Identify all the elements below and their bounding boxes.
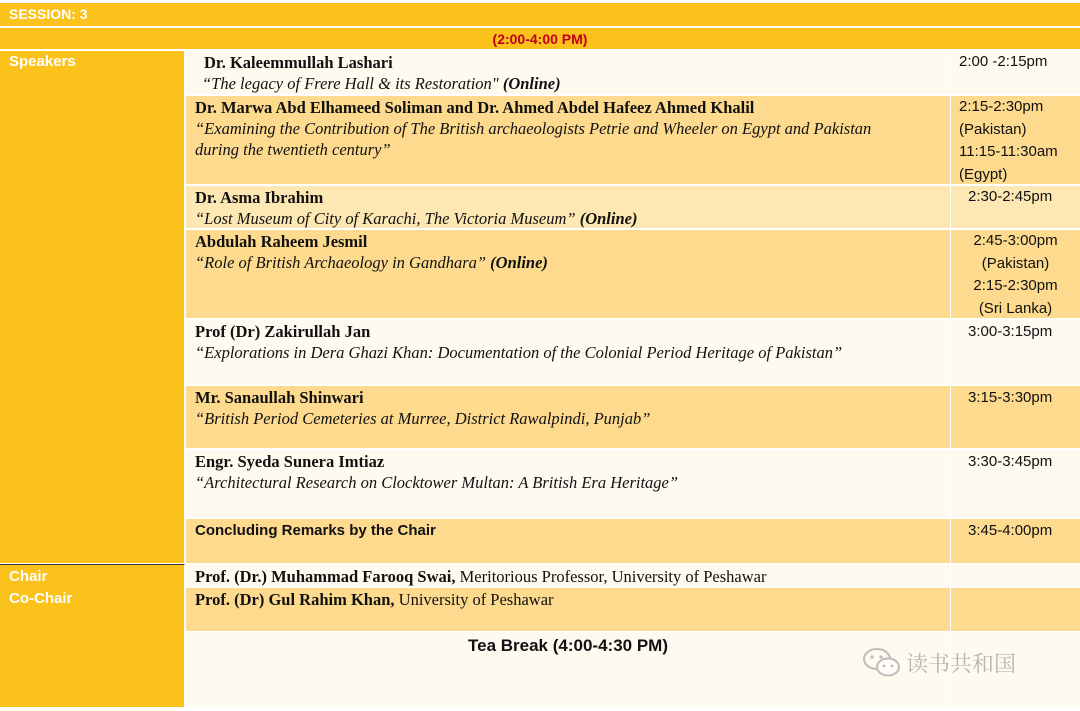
time-cell-7 (951, 450, 1080, 518)
time-cell-1 (951, 51, 1080, 95)
talk-3-time: 2:30-2:45pm (968, 188, 1053, 205)
concluding-row (186, 519, 950, 563)
talk-2-time-line-1: 2:15-2:30pm (959, 98, 1044, 115)
session-header (0, 3, 1080, 27)
tea-break-row (186, 632, 950, 707)
cochair-line (195, 589, 554, 610)
talk-row-7 (186, 450, 950, 518)
talk-2-time-line-4: (Egypt) (959, 165, 1008, 183)
talk-2-time-line-3: 11:15-11:30am (959, 143, 1058, 160)
time-cell-5 (951, 320, 1080, 385)
talk-2-time-line-2: (Pakistan) (959, 120, 1027, 138)
talk-4-speaker: Abdulah Raheem Jesmil (195, 232, 368, 251)
talk-row-3 (186, 186, 950, 229)
talk-1-time: 2:00 -2:15pm (959, 53, 1048, 70)
talk-5-time: 3:00-3:15pm (968, 323, 1053, 340)
talk-7-speaker: Engr. Syeda Sunera Imtiaz (195, 452, 385, 471)
talk-7-time: 3:30-3:45pm (968, 453, 1053, 470)
watermark-text: 读书共和国 (906, 651, 1017, 677)
chair-affiliation: Meritorious Professor, University of Peshawar (459, 567, 767, 586)
talk-2-title: “Examining the Contribution of The British archaeologists Petrie and Wheeler on Egypt and Pakistan during the twentieth century” (195, 119, 872, 159)
talk-1-speaker: Dr. Kaleemmullah Lashari (204, 53, 393, 72)
talk-3-title-line (195, 208, 935, 229)
talk-4-time-line-4: (Sri Lanka) (978, 299, 1053, 317)
talk-row-4 (186, 230, 950, 319)
cochair-time-cell (951, 588, 1080, 631)
talk-6-time: 3:15-3:30pm (968, 389, 1053, 406)
chair-label-cell (0, 564, 185, 587)
session-title: SESSION: 3 (9, 6, 88, 22)
speakers-label-cell (0, 51, 185, 563)
talk-4-title: “Role of British Archaeology in Gandhara” (195, 253, 487, 272)
talk-3-title: “Lost Museum of City of Karachi, The Victoria Museum” (195, 209, 576, 228)
time-cell-concluding (951, 519, 1080, 563)
talk-4-time-line-2: (Pakistan) (981, 254, 1050, 272)
chair-name: Prof. (Dr.) Muhammad Farooq Swai, (195, 567, 456, 586)
talk-5-speaker: Prof (Dr) Zakirullah Jan (195, 322, 371, 341)
talk-4-title-line (195, 252, 935, 273)
chair-label: Chair (9, 568, 48, 585)
talk-1-tag: (Online) (502, 74, 561, 93)
talk-7-title: “Architectural Research on Clocktower Multan: A British Era Heritage” (195, 473, 679, 492)
time-cell-6 (951, 386, 1080, 449)
talk-row-6 (186, 386, 950, 449)
talk-4-time-line-3: 2:15-2:30pm (973, 277, 1058, 294)
concluding-text: Concluding Remarks by the Chair (195, 522, 436, 539)
talk-1-title: “The legacy of Frere Hall & its Restoration" (202, 74, 499, 93)
session-time-range: (2:00-4:00 PM) (492, 31, 588, 47)
talk-5-title: “Explorations in Dera Ghazi Khan: Documentation of the Colonial Period Heritage of Pakistan” (195, 343, 843, 362)
cochair-name: Prof. (Dr) Gul Rahim Khan, (195, 590, 395, 609)
cochair-label: Co-Chair (9, 590, 73, 607)
talk-row-2 (186, 96, 950, 185)
talk-row-1 (186, 51, 950, 95)
talk-2-speaker: Dr. Marwa Abd Elhameed Soliman and Dr. Ahmed Abdel Hafeez Ahmed Khalil (195, 98, 755, 117)
chair-line (195, 566, 766, 587)
cochair-row (186, 588, 950, 631)
talk-6-title: “British Period Cemeteries at Murree, District Rawalpindi, Punjab” (195, 409, 651, 428)
speakers-label: Speakers (9, 53, 76, 70)
wechat-icon (862, 646, 902, 680)
talk-4-time-line-1: 2:45-3:00pm (973, 232, 1058, 249)
time-range-row (0, 28, 1080, 50)
talk-1-title-line (202, 73, 942, 94)
talk-4-tag: (Online) (490, 253, 548, 272)
concluding-time: 3:45-4:00pm (968, 522, 1053, 539)
watermark (862, 646, 1016, 680)
talk-3-speaker: Dr. Asma Ibrahim (195, 188, 324, 207)
chair-time-cell (951, 564, 1080, 587)
cochair-affiliation: University of Peshawar (398, 590, 554, 609)
time-cell-4 (951, 230, 1080, 319)
time-cell-2 (951, 96, 1080, 185)
chair-row (186, 564, 950, 587)
talk-6-speaker: Mr. Sanaullah Shinwari (195, 388, 364, 407)
talk-row-5 (186, 320, 950, 385)
cochair-label-cell (0, 587, 185, 707)
time-cell-3 (951, 186, 1080, 229)
tea-break: Tea Break (4:00-4:30 PM) (468, 636, 668, 655)
talk-3-tag: (Online) (579, 209, 638, 228)
